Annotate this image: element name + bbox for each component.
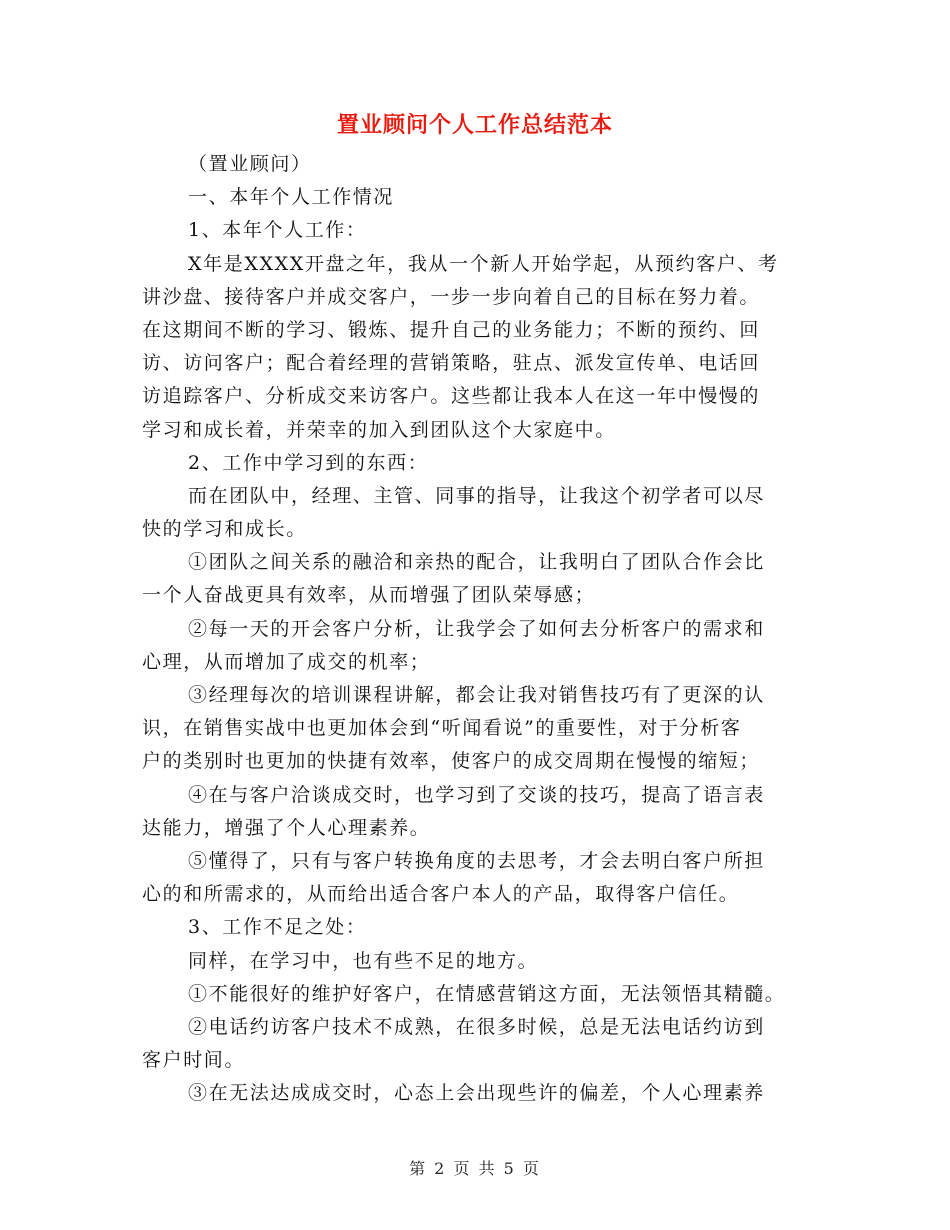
- paragraph-line: 同样，在学习中，也有些不足的地方。: [188, 949, 539, 972]
- paragraph-line: ①团队之间关系的融洽和亲热的配合，让我明白了团队合作会比: [188, 551, 765, 574]
- paragraph-line: 1、本年个人工作：: [188, 219, 367, 242]
- paragraph-line: 客户时间。: [142, 1049, 246, 1072]
- paragraph-line: 一、本年个人工作情况: [188, 186, 395, 209]
- paragraph-line: 3、工作不足之处：: [188, 916, 367, 939]
- page-footer: 第 2 页 共 5 页: [409, 1159, 541, 1178]
- paragraph-line: 访追踪客户、分析成交来访客户。这些都让我本人在这一年中慢慢的: [142, 385, 761, 408]
- paragraph-line: （置业顾问）: [188, 153, 312, 175]
- paragraph-line: 讲沙盘、接待客户并成交客户，一步一步向着自己的目标在努力着。: [142, 285, 761, 308]
- paragraph-line: ①不能很好的维护好客户，在情感营销这方面，无法领悟其精髓。: [188, 982, 786, 1005]
- paragraph-line: 户的类别时也更加的快捷有效率，使客户的成交周期在慢慢的缩短；: [142, 750, 761, 773]
- paragraph-line: ④在与客户洽谈成交时，也学习到了交谈的技巧，提高了语言表: [188, 783, 765, 806]
- paragraph-line: ③经理每次的培训课程讲解，都会让我对销售技巧有了更深的认: [188, 684, 765, 706]
- paragraph-line: 2、工作中学习到的东西：: [188, 451, 429, 474]
- paragraph-line: 识，在销售实战中也更加体会到“听闻看说”的重要性，对于分析客: [142, 717, 742, 740]
- paragraph-line: ②每一天的开会客户分析，让我学会了如何去分析客户的需求和: [188, 617, 765, 640]
- document-title: 置业顾问个人工作总结范本: [336, 113, 613, 138]
- document-body: [142, 148, 810, 1110]
- paragraph-line: 访、访问客户；配合着经理的营销策略，驻点、派发宣传单、电话回: [142, 352, 761, 375]
- paragraph-line: ②电话约访客户技术不成熟，在很多时候，总是无法电话约访到: [188, 1015, 765, 1038]
- paragraph-line: 心的和所需求的，从而给出适合客户本人的产品，取得客户信任。: [142, 883, 740, 906]
- paragraph-line: 学习和成长着，并荣幸的加入到团队这个大家庭中。: [142, 418, 616, 441]
- paragraph-line: X年是XXXX开盘之年，我从一个新人开始学起，从预约客户、考: [188, 252, 779, 275]
- paragraph-line: 而在团队中，经理、主管、同事的指导，让我这个初学者可以尽: [188, 484, 765, 507]
- paragraph-line: 达能力，增强了个人心理素养。: [142, 816, 431, 839]
- paragraph-line: ③在无法达成成交时，心态上会出现些许的偏差，个人心理素养: [188, 1082, 765, 1105]
- paragraph-line: 心理，从而增加了成交的机率；: [142, 650, 431, 673]
- paragraph-line: ⑤懂得了，只有与客户转换角度的去思考，才会去明白客户所担: [188, 849, 765, 872]
- paragraph-line: 快的学习和成长。: [142, 518, 307, 541]
- paragraph-line: 在这期间不断的学习、锻炼、提升自己的业务能力；不断的预约、回: [142, 318, 761, 341]
- paragraph-line: 一个人奋战更具有效率，从而增强了团队荣辱感；: [142, 584, 596, 607]
